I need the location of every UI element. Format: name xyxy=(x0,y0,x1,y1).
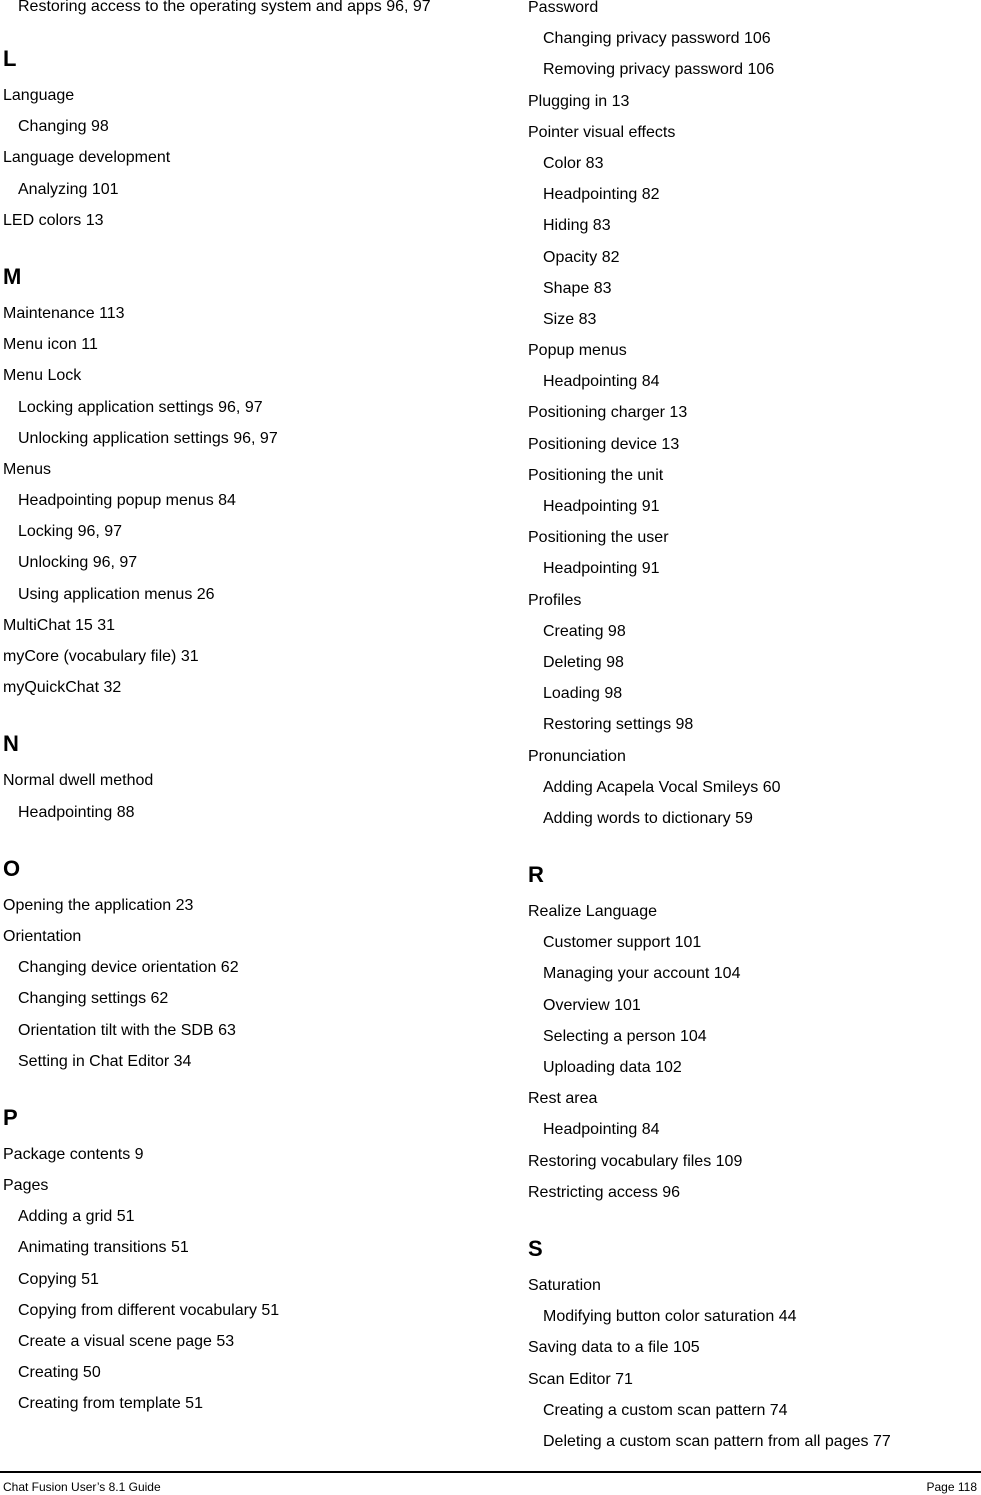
index-subentry: Opacity 82 xyxy=(543,248,620,266)
index-entry-continued: Restoring access to the operating system and apps 96, 97 xyxy=(18,0,431,15)
index-entry: Restricting access 96 xyxy=(528,1183,681,1201)
index-entry: Menu Lock xyxy=(3,367,82,385)
index-subentry: Create a visual scene page 53 xyxy=(18,1333,235,1350)
index-entry: Positioning device 13 xyxy=(528,435,680,453)
index-subentry: Managing your account 104 xyxy=(543,965,741,983)
footer-guide-title: Chat Fusion User’s 8.1 Guide xyxy=(3,1480,161,1494)
index-entry: MultiChat 15 31 xyxy=(3,616,116,634)
index-subentry: Color 83 xyxy=(543,154,604,172)
index-entry: Menu icon 11 xyxy=(3,336,98,354)
index-entry: Positioning the unit xyxy=(528,466,664,484)
index-subentry: Headpointing 84 xyxy=(543,1121,660,1139)
index-subentry: Orientation tilt with the SDB 63 xyxy=(18,1021,236,1039)
index-subentry: Setting in Chat Editor 34 xyxy=(18,1052,192,1070)
index-subentry: Using application menus 26 xyxy=(18,585,215,603)
index-subentry: Restoring settings 98 xyxy=(543,716,694,734)
index-subentry: Adding Acapela Vocal Smileys 60 xyxy=(543,778,781,796)
index-entry: Opening the application 23 xyxy=(3,896,194,914)
index-entry: Menus xyxy=(3,460,52,478)
index-subentry: Creating from template 51 xyxy=(18,1395,203,1413)
index-subentry: Copying from different vocabulary 51 xyxy=(18,1301,280,1319)
index-subentry: Deleting 98 xyxy=(543,653,624,671)
index-continued-entries xyxy=(528,0,978,834)
index-entry: Rest area xyxy=(528,1090,598,1108)
index-subentry: Headpointing 91 xyxy=(543,560,660,578)
index-entry: Plugging in 13 xyxy=(528,92,630,110)
index-entry: myQuickChat 32 xyxy=(3,679,122,697)
index-entry: LED colors 13 xyxy=(3,211,104,229)
index-subentry: Changing privacy password 106 xyxy=(543,30,771,48)
index-entry: Password xyxy=(528,0,599,16)
index-subentry: Locking application settings 96, 97 xyxy=(18,398,263,416)
index-subentry: Changing 98 xyxy=(18,118,109,136)
footer-page-number: Page 118 xyxy=(926,1480,977,1494)
index-subentry: Creating 98 xyxy=(543,622,626,640)
index-subentry: Headpointing popup menus 84 xyxy=(18,492,236,510)
index-letter-heading: O xyxy=(3,855,21,881)
index-sections-right xyxy=(528,859,978,1457)
index-entry: Maintenance 113 xyxy=(3,304,125,322)
index-entry: Scan Editor 71 xyxy=(528,1370,633,1388)
index-subentry: Headpointing 82 xyxy=(543,186,660,204)
index-subentry: Adding words to dictionary 59 xyxy=(543,809,753,827)
index-entry: Pages xyxy=(3,1177,49,1195)
index-entry: Language xyxy=(3,87,75,104)
index-subentry: Headpointing 84 xyxy=(543,373,660,391)
index-letter-heading: S xyxy=(528,1235,543,1261)
index-entry: Pronunciation xyxy=(528,747,626,765)
index-subentry: Adding a grid 51 xyxy=(18,1208,135,1226)
footer-divider xyxy=(0,1471,981,1473)
index-entry: myCore (vocabulary file) 31 xyxy=(3,648,199,665)
index-sections-left xyxy=(3,43,473,1420)
index-entry: Positioning charger 13 xyxy=(528,404,688,422)
index-entry: Package contents 9 xyxy=(3,1145,144,1163)
index-entry: Language development xyxy=(3,149,171,167)
index-subentry: Overview 101 xyxy=(543,996,641,1014)
index-subentry: Hiding 83 xyxy=(543,217,611,235)
index-subentry: Size 83 xyxy=(543,310,597,328)
index-subentry: Headpointing 88 xyxy=(18,803,135,821)
index-entry: Normal dwell method xyxy=(3,772,154,790)
index-letter-heading: R xyxy=(528,862,544,888)
index-entry: Saving data to a file 105 xyxy=(528,1339,700,1357)
index-column-left xyxy=(3,0,473,1420)
index-subentry: Locking 96, 97 xyxy=(18,523,123,541)
index-subentry: Loading 98 xyxy=(543,685,623,703)
index-letter-heading: M xyxy=(3,263,22,289)
index-subentry: Headpointing 91 xyxy=(543,498,660,515)
index-entry: Restoring vocabulary files 109 xyxy=(528,1152,743,1170)
index-subentry: Removing privacy password 106 xyxy=(543,61,775,79)
index-entry: Saturation xyxy=(528,1276,601,1294)
index-entry: Positioning the user xyxy=(528,529,669,547)
index-subentry: Creating 50 xyxy=(18,1364,101,1382)
index-entry: Realize Language xyxy=(528,903,657,921)
index-subentry: Unlocking 96, 97 xyxy=(18,554,138,572)
index-subentry: Analyzing 101 xyxy=(18,180,119,198)
index-subentry: Changing settings 62 xyxy=(18,990,169,1008)
index-entry: Profiles xyxy=(528,591,582,609)
index-subentry: Deleting a custom scan pattern from all pages 77 xyxy=(543,1432,891,1450)
index-entry: Pointer visual effects xyxy=(528,123,676,141)
index-subentry: Creating a custom scan pattern 74 xyxy=(543,1401,788,1419)
index-entry: Orientation xyxy=(3,927,82,945)
index-letter-heading: P xyxy=(3,1104,18,1130)
index-subentry: Changing device orientation 62 xyxy=(18,959,239,977)
index-subentry: Copying 51 xyxy=(18,1270,99,1288)
index-letter-heading: L xyxy=(3,46,17,71)
index-column-right xyxy=(528,0,978,1457)
index-subentry: Animating transitions 51 xyxy=(18,1239,189,1257)
index-entry: Popup menus xyxy=(528,342,627,360)
index-subentry: Customer support 101 xyxy=(543,934,702,952)
index-subentry: Modifying button color saturation 44 xyxy=(543,1308,797,1326)
index-letter-heading: N xyxy=(3,731,19,757)
index-subentry: Shape 83 xyxy=(543,279,612,297)
index-subentry: Unlocking application settings 96, 97 xyxy=(18,429,278,447)
index-subentry: Selecting a person 104 xyxy=(543,1027,707,1045)
index-subentry: Uploading data 102 xyxy=(543,1059,682,1076)
